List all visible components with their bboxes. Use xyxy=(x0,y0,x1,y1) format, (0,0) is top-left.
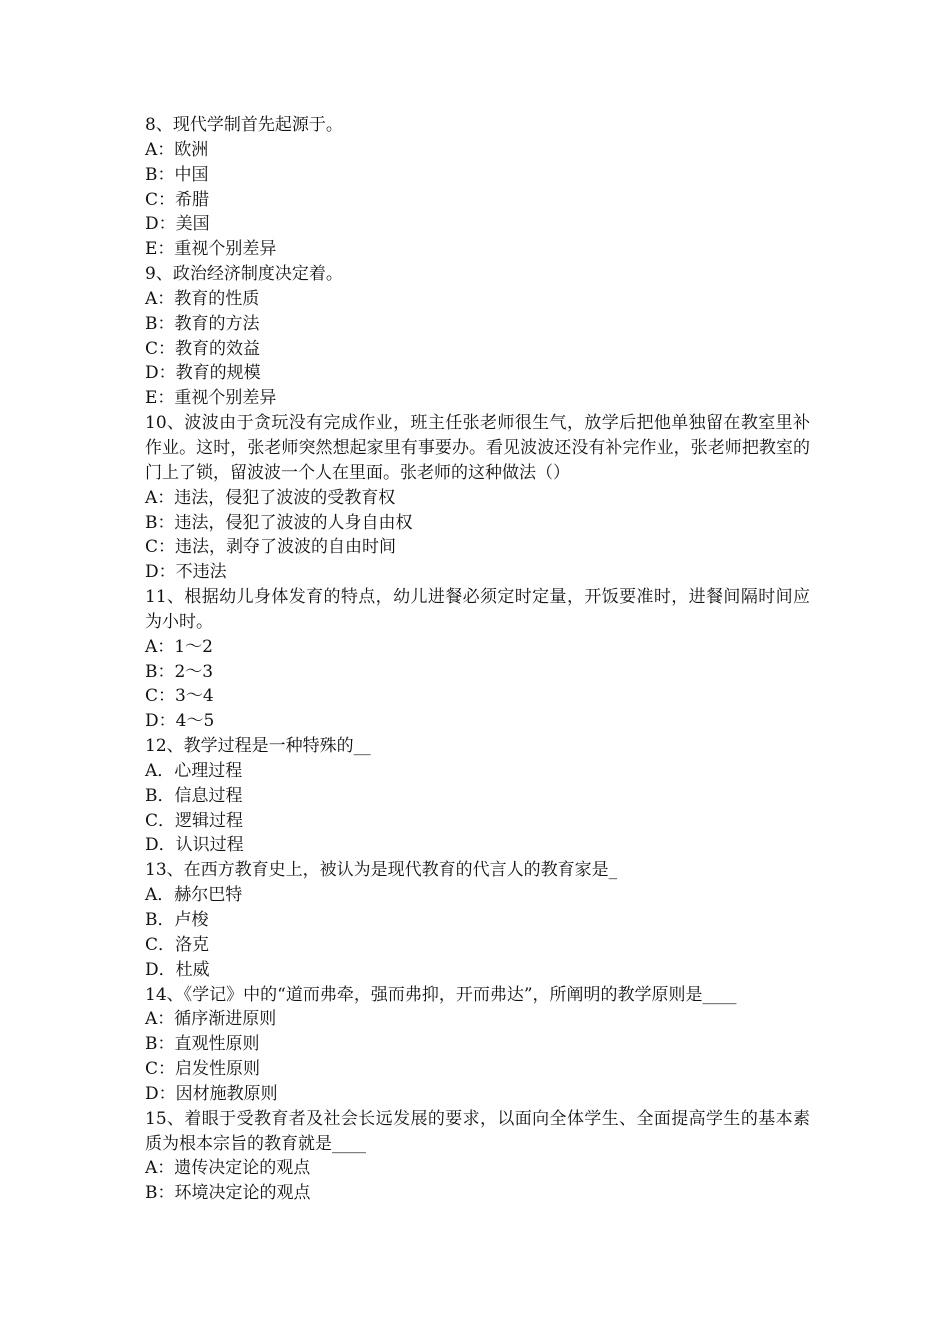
option-b: B．信息过程 xyxy=(145,785,243,806)
option-d: D：教育的规模 xyxy=(145,363,261,384)
option-d: D．认识过程 xyxy=(145,835,244,856)
question-11 xyxy=(145,585,810,734)
option-b: B：中国 xyxy=(145,164,209,185)
option-e: E：重视个别差异 xyxy=(145,388,277,409)
option-a: A：教育的性质 xyxy=(145,288,260,309)
question-12 xyxy=(145,734,810,858)
option-c: C：教育的效益 xyxy=(145,338,261,359)
option-c: C：3～4 xyxy=(145,686,214,707)
question-13 xyxy=(145,858,810,982)
question-14 xyxy=(145,983,810,1107)
option-b: B：2～3 xyxy=(145,661,214,682)
question-stem: 8、现代学制首先起源于。 xyxy=(145,115,343,135)
option-d: D：不违法 xyxy=(145,562,227,583)
document-page xyxy=(145,113,810,1206)
option-b: B：违法，侵犯了波波的人身自由权 xyxy=(145,512,413,533)
option-e: E：重视个别差异 xyxy=(145,239,277,260)
option-a: A：遗传决定论的观点 xyxy=(145,1158,311,1179)
option-d: D：美国 xyxy=(145,214,210,235)
option-a: A：循序渐进原则 xyxy=(145,1009,277,1030)
question-stem: 13、在西方教育史上，被认为是现代教育的代言人的教育家是_ xyxy=(145,860,618,881)
option-d: D：4～5 xyxy=(145,711,215,732)
option-a: A．心理过程 xyxy=(145,760,243,781)
option-a: A：违法，侵犯了波波的受教育权 xyxy=(145,487,396,508)
question-stem: 9、政治经济制度决定着。 xyxy=(145,264,343,285)
option-d: D．杜威 xyxy=(145,959,210,980)
question-10 xyxy=(145,411,810,585)
option-d: D：因材施教原则 xyxy=(145,1083,278,1104)
question-stem: 15、着眼于受教育者及社会长远发展的要求，以面向全体学生、全面提高学生的基本素质为根本宗旨的教育就是____ xyxy=(145,1108,810,1154)
question-stem: 14、《学记》中的“道而弗牵，强而弗抑，开而弗达”，所阐明的教学原则是____ xyxy=(145,984,737,1005)
option-c: C：希腊 xyxy=(145,189,210,210)
option-c: C：违法，剥夺了波波的自由时间 xyxy=(145,537,397,558)
option-b: B：直观性原则 xyxy=(145,1034,260,1055)
option-a: A：1～2 xyxy=(145,636,213,657)
option-b: B：环境决定论的观点 xyxy=(145,1183,311,1204)
question-stem: 12、教学过程是一种特殊的__ xyxy=(145,736,371,757)
option-c: C：启发性原则 xyxy=(145,1059,261,1080)
option-b: B：教育的方法 xyxy=(145,313,260,334)
question-9 xyxy=(145,262,810,411)
option-c: C．逻辑过程 xyxy=(145,810,244,831)
option-a: A．赫尔巴特 xyxy=(145,885,243,906)
question-15 xyxy=(145,1107,810,1206)
question-stem: 10、波波由于贪玩没有完成作业，班主任张老师很生气，放学后把他单独留在教室里补作业。这时，张老师突然想起家里有事要办。看见波波还没有补完作业，张老师把教室的门上了锁，留波波一个人在里面。张老师的这种做法（） xyxy=(145,413,810,483)
question-8 xyxy=(145,113,810,262)
question-stem: 11、根据幼儿身体发育的特点，幼儿进餐必须定时定量，开饭要准时，进餐间隔时间应为小时。 xyxy=(145,587,810,632)
option-c: C．洛克 xyxy=(145,934,210,955)
option-a: A：欧洲 xyxy=(145,139,209,160)
option-b: B．卢梭 xyxy=(145,910,209,930)
